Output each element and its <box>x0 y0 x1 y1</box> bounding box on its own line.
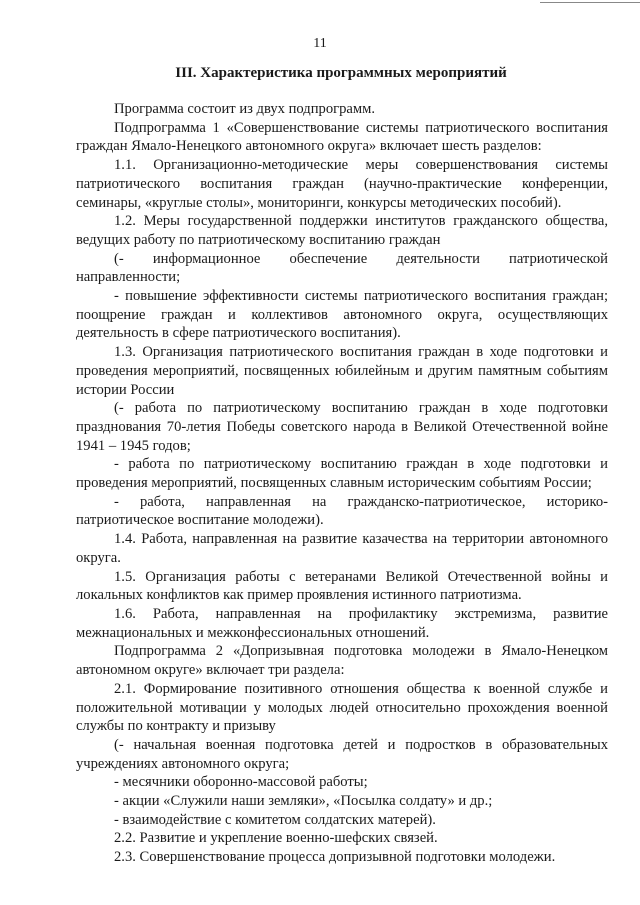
paragraph-section-1-6: 1.6. Работа, направленная на профилактику экстремизма, развитие межнациональных и межконфессиональных отношений. <box>76 605 608 641</box>
paragraph-item: - повышение эффективности системы патриотического воспитания граждан; поощрение граждан и коллективов автономного округа, осуществляющих деятельность в сфере патриотического воспитания). <box>76 288 608 342</box>
paragraph-subprogram-2: Подпрограмма 2 «Допризывная подготовка молодежи в Ямало-Ненецком автономном округе» включает три раздела: <box>76 643 608 679</box>
paragraph-intro: Программа состоит из двух подпрограмм. <box>114 101 375 117</box>
paragraph-item: - месячники оборонно-массовой работы; <box>114 774 368 791</box>
paragraph-section-2-1: 2.1. Формирование позитивного отношения общества к военной службе и положительной мотивации у молодых людей относительно прохождения военной службы по контракту и призыву <box>76 680 608 735</box>
section-title: III. Характеристика программных мероприятий <box>175 65 507 81</box>
paragraph-section-1-2: 1.2. Меры государственной поддержки институтов гражданского общества, ведущих работу по патриотическому воспитанию граждан <box>76 213 608 248</box>
paragraph-item: - акции «Служили наши земляки», «Посылка солдату» и др.; <box>114 793 493 810</box>
paragraph-section-2-2: 2.2. Развитие и укрепление военно-шефских связей. <box>114 830 438 847</box>
paragraph-item: - работа по патриотическому воспитанию граждан в ходе подготовки и проведения мероприятий, посвященных славным историческим событиям России; <box>76 456 608 492</box>
paragraph-section-1-4: 1.4. Работа, направленная на развитие казачества на территории автономного округа. <box>76 531 608 566</box>
header-rule <box>540 2 640 3</box>
paragraph-item: (- информационное обеспечение деятельности патриотической направленности; <box>76 250 608 286</box>
paragraph-item: (- работа по патриотическому воспитанию граждан в ходе подготовки празднования 70-летия Победы советского народа в Великой Отечественной войне 1941 – 1945 годов; <box>76 400 608 454</box>
paragraph-item: - взаимодействие с комитетом солдатских матерей). <box>114 811 436 828</box>
paragraph-subprogram-1: Подпрограмма 1 «Совершенствование системы патриотического воспитания граждан Ямало-Ненецкого автономного округа» включает шесть разделов: <box>76 119 608 155</box>
page-number: 11 <box>313 36 327 51</box>
paragraph-section-1-3: 1.3. Организация патриотического воспитания граждан в ходе подготовки и проведения мероприятий, посвященных юбилейным и другим памятным событиям истории России <box>76 344 608 398</box>
paragraph-item: (- начальная военная подготовка детей и подростков в образовательных учреждениях автономного округа; <box>76 736 608 772</box>
paragraph-section-1-5: 1.5. Организация работы с ветеранами Великой Отечественной войны и локальных конфликтов как пример проявления истинного патриотизма. <box>76 568 608 604</box>
paragraph-section-1-1: 1.1. Организационно-методические меры совершенствования системы патриотического воспитания граждан (научно-практические конференции, семинары, «круглые столы», мониторинги, конкурсы методических пособий). <box>76 157 608 211</box>
body-text <box>76 100 608 867</box>
paragraph-section-2-3: 2.3. Совершенствование процесса допризывной подготовки молодежи. <box>114 849 556 866</box>
paragraph-item: - работа, направленная на гражданско-патриотическое, историко-патриотическое воспитание молодежи). <box>76 493 608 529</box>
